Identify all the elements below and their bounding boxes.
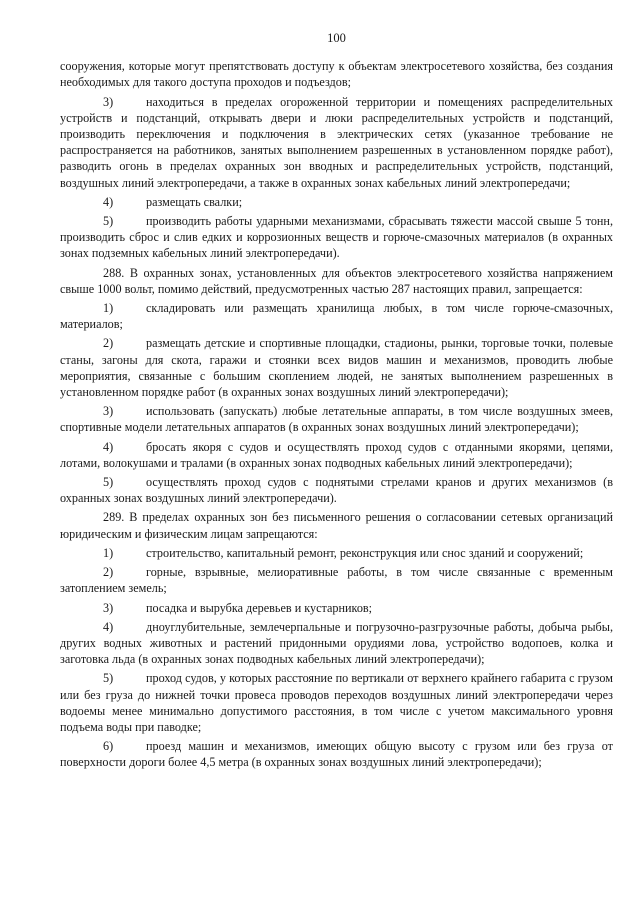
list-item <box>60 439 613 471</box>
list-item-number: 3) <box>103 600 114 615</box>
list-item-text: посадка и вырубка деревьев и кустарников; <box>146 600 373 615</box>
page-number: 100 <box>327 31 346 45</box>
paragraph: 288. В охранных зонах, установленных для объектов электросетевого хозяйства напряжением свыше 1000 вольт, помимо действий, предусмотренных частью 287 настоящих правил, запрещается: <box>60 265 613 296</box>
list-item <box>60 213 613 262</box>
list-item <box>60 94 613 191</box>
list-item <box>60 403 613 435</box>
list-item <box>60 670 613 735</box>
list-item <box>60 474 613 506</box>
list-item-number: 1) <box>103 545 114 560</box>
list-item-number: 5) <box>103 214 114 229</box>
list-item-text: бросать якоря с судов и осуществлять проход судов с отданными якорями, цепями, лотами, волокушами и тралами (в охранных зонах подводных кабельных линий электропередачи); <box>60 439 613 470</box>
document-page <box>60 30 613 774</box>
list-item-text: осуществлять проход судов с поднятыми стрелами кранов и других механизмов (в охранных зонах воздушных линий электропередачи). <box>60 475 613 506</box>
list-item <box>60 335 613 400</box>
list-item <box>60 738 613 770</box>
list-item-text: проезд машин и механизмов, имеющих общую высоту с грузом или без груза от поверхности дороги более 4,5 метра (в охранных зонах воздушных линий электропередачи); <box>60 739 613 770</box>
paragraph: 289. В пределах охранных зон без письменного решения о согласовании сетевых организаций юридическим и физическим лицам запрещаются: <box>60 510 613 541</box>
list-item-text: проход судов, у которых расстояние по вертикали от верхнего крайнего габарита с грузом или без груза до нижней точки провеса проводов переходов воздушных линий электропередачи через водоемы менее минимально допустимого расстояния, в том числе с учетом максимального уровня подъема воды при паводке; <box>60 671 613 734</box>
document-body <box>60 58 613 770</box>
list-item-text: производить работы ударными механизмами, сбрасывать тяжести массой свыше 5 тонн, производить сброс и слив едких и коррозионных веществ и горюче-смазочных материалов (в охранных зонах подземных кабельных линий электропередачи). <box>60 214 613 261</box>
list-item <box>60 564 613 596</box>
list-item-text: размещать свалки; <box>146 194 243 209</box>
list-item-number: 6) <box>103 739 114 754</box>
list-item-number: 1) <box>103 301 114 316</box>
list-item-number: 4) <box>103 619 114 634</box>
list-item-text: горные, взрывные, мелиоративные работы, в том числе связанные с временным затоплением земель; <box>60 565 613 596</box>
list-item-text: складировать или размещать хранилища любых, в том числе горюче-смазочных, материалов; <box>60 301 613 332</box>
list-item <box>60 600 613 616</box>
list-item-text: размещать детские и спортивные площадки, стадионы, рынки, торговые точки, полевые станы, загоны для скота, гаражи и стоянки всех видов машин и механизмов, проводить любые мероприятия, связанные с большим скоплением людей, не занятых выполнением разрешенных в установленном порядке работ (в охранных зонах воздушных линий электропередачи); <box>60 336 613 400</box>
list-item-text: дноуглубительные, землечерпальные и погрузочно-разгрузочные работы, добыча рыбы, других водных животных и растений придонными орудиями лова, устройство водопоев, колка и заготовка льда (в охранных зонах подводных кабельных линий электропередачи); <box>60 619 613 667</box>
list-item-text: находиться в пределах огороженной территории и помещениях распределительных устройств и подстанций, открывать двери и люки распределительных устройств и подстанций, производить переключения и подключения в электрических сетях (указанное требование не распространяется на работников, занятых выполнением разрешенных в установленном порядке работ), разводить огонь в пределах охранных зон вводных и распределительных устройств, подстанций, воздушных линий электропередачи, а также в охранных зонах кабельных линий электропередачи; <box>60 94 613 190</box>
list-item <box>60 194 613 210</box>
list-item-number: 3) <box>103 404 114 419</box>
list-item <box>60 545 613 561</box>
list-item <box>60 300 613 332</box>
list-item-text: использовать (запускать) любые летательные аппараты, в том числе воздушных змеев, спортивные модели летательных аппаратов (в охранных зонах воздушных линий электропередачи); <box>60 404 613 435</box>
list-item-number: 2) <box>103 336 114 351</box>
list-item-number: 2) <box>103 565 114 580</box>
list-item-number: 5) <box>103 671 114 686</box>
list-item-number: 5) <box>103 475 114 490</box>
list-item-number: 4) <box>103 194 114 209</box>
continued-paragraph: сооружения, которые могут препятствовать доступу к объектам электросетевого хозяйства, без создания необходимых для такого доступа проходов и подъездов; <box>60 59 613 90</box>
list-item-number: 3) <box>103 94 114 109</box>
list-item <box>60 619 613 668</box>
list-item-text: строительство, капитальный ремонт, реконструкция или снос зданий и сооружений; <box>146 545 584 560</box>
list-item-number: 4) <box>103 439 114 454</box>
